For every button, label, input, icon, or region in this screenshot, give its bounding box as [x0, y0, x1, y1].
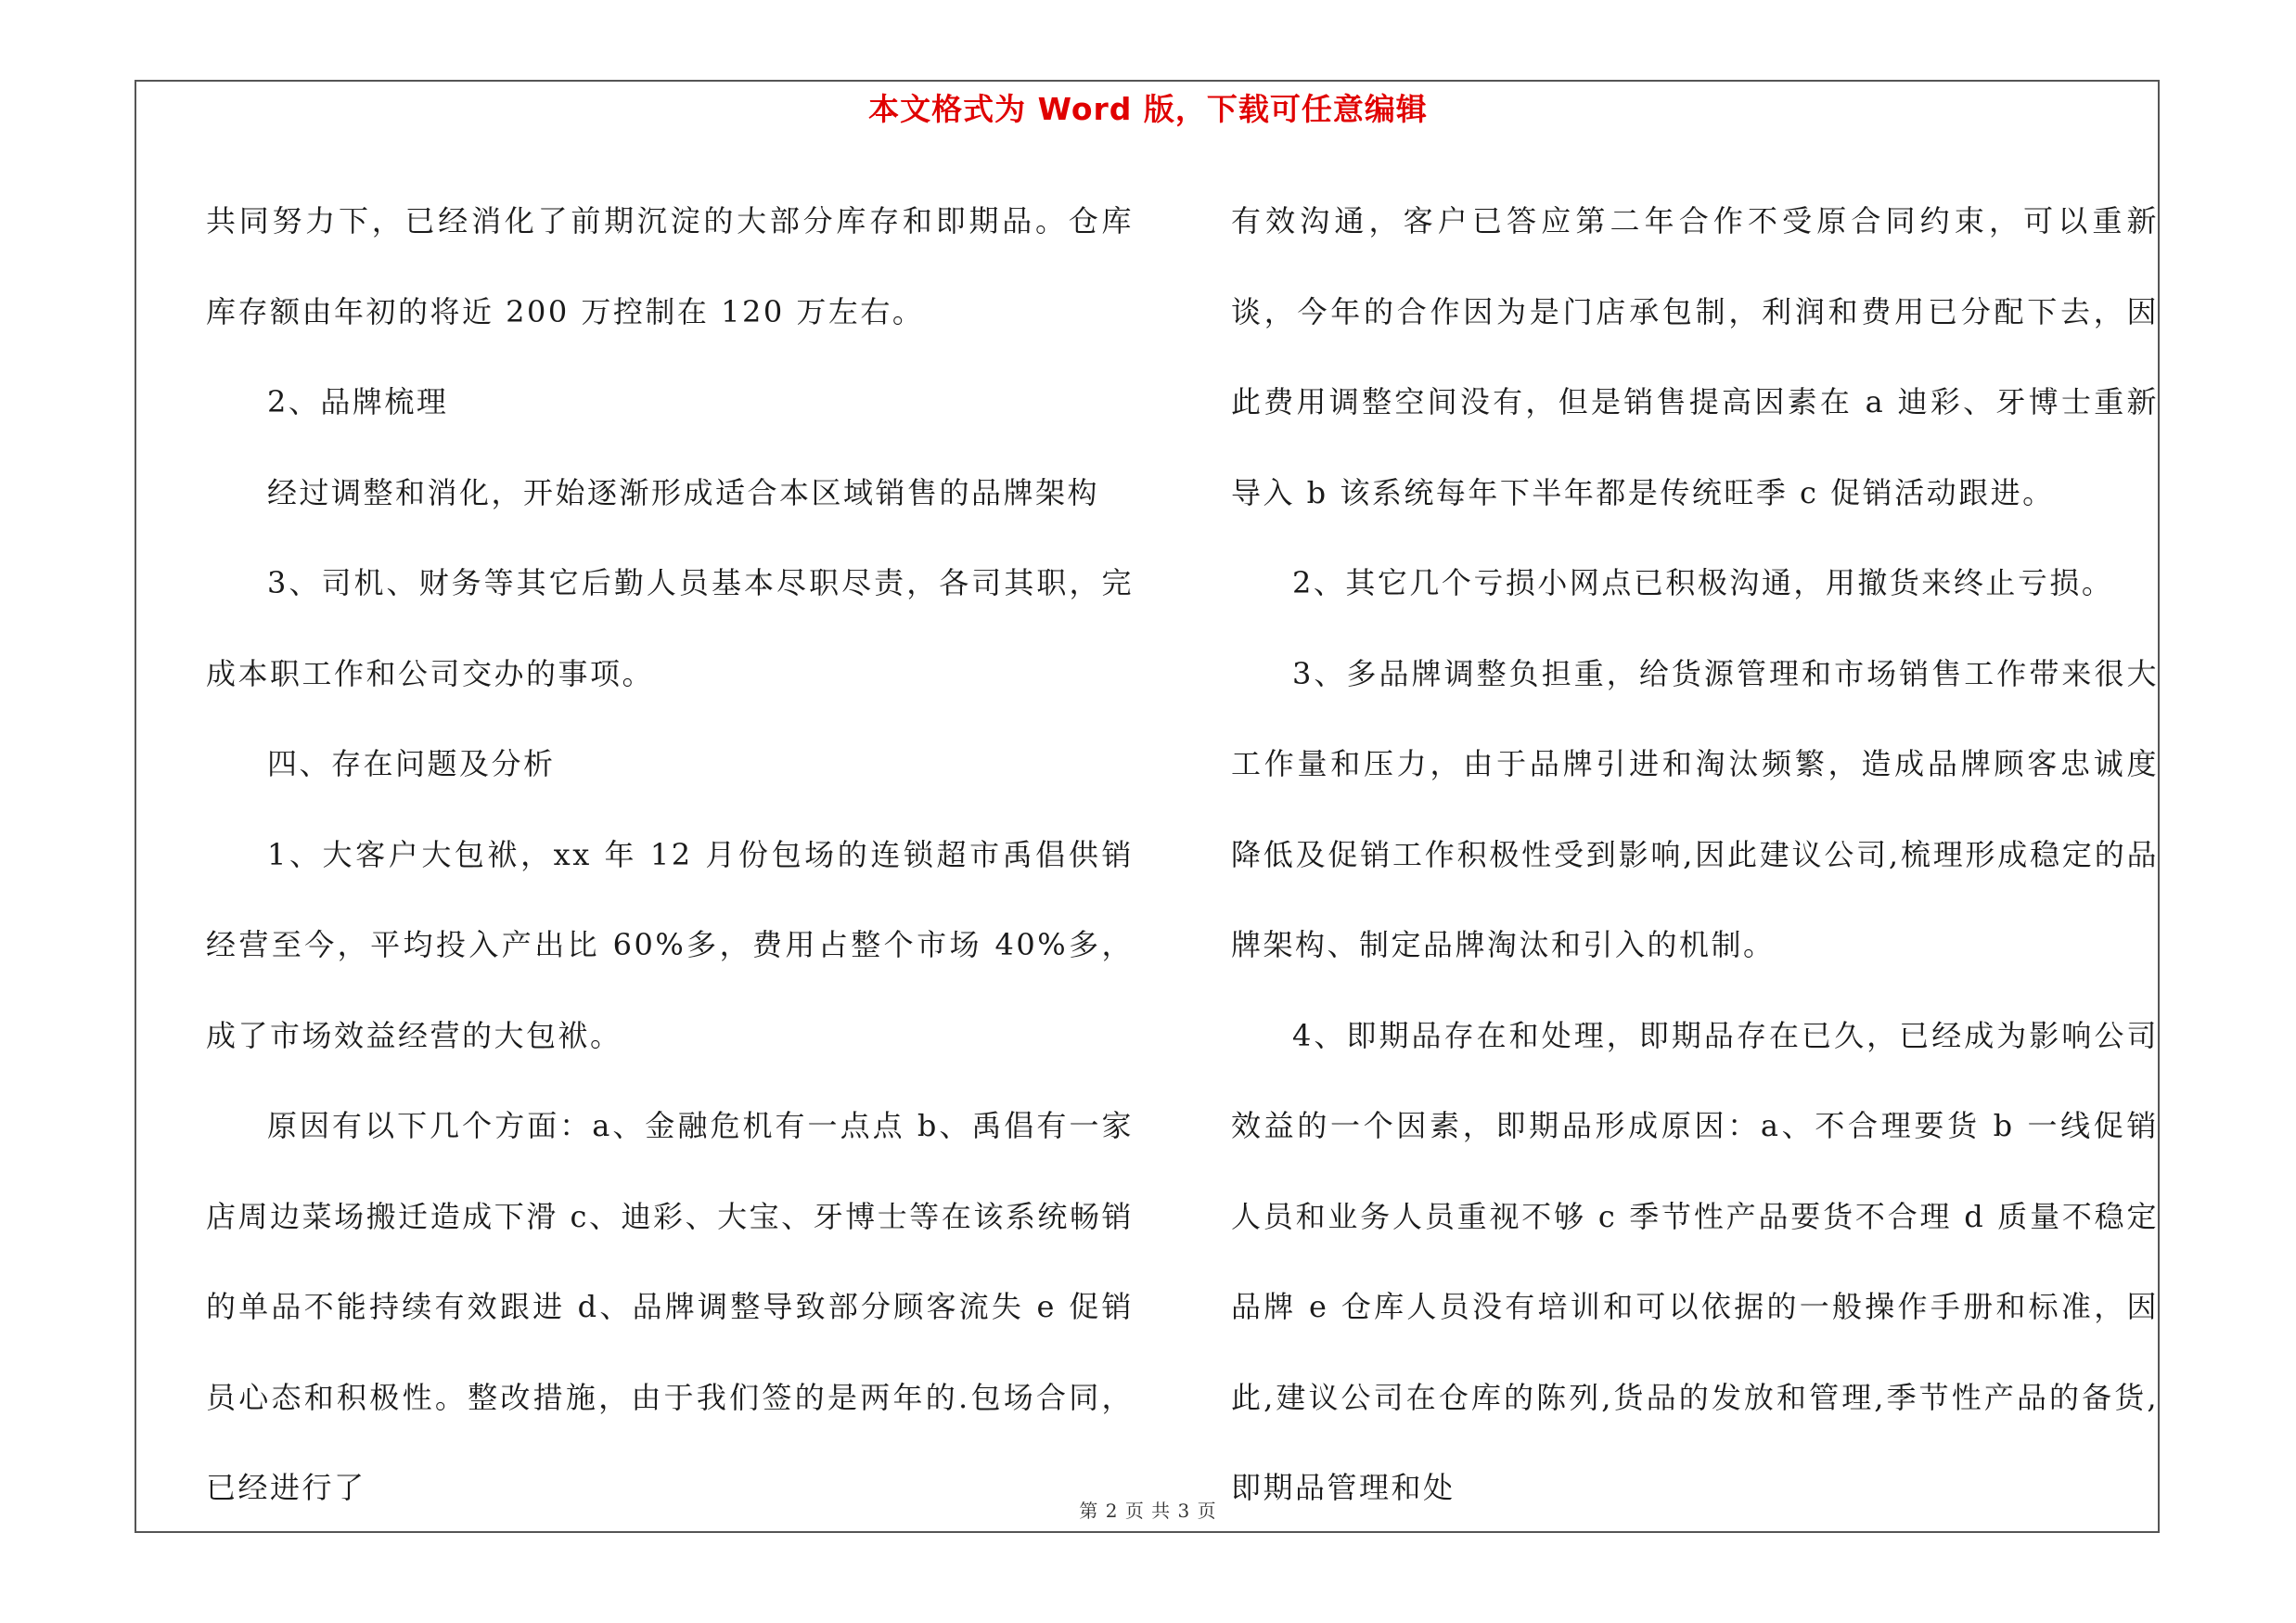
left-paragraph-2: 2、品牌梳理: [267, 384, 449, 419]
page-number-footer: 第 2 页 共 3 页: [1079, 1500, 1217, 1522]
left-paragraph-1: 共同努力下，已经消化了前期沉淀的大部分库存和即期品。仓库库存额由年初的将近 200 万控制在 120 万左右。: [206, 203, 1134, 329]
left-paragraph-4: 3、司机、财务等其它后勤人员基本尽职尽责，各司其职，完成本职工作和公司交办的事项。: [206, 565, 1134, 691]
right-paragraph-2: 2、其它几个亏损小网点已积极沟通，用撤货来终止亏损。: [1292, 565, 2114, 600]
right-paragraph-1: 有效沟通，客户已答应第二年合作不受原合同约束，可以重新谈，今年的合作因为是门店承包制，利润和费用已分配下去，因此费用调整空间没有，但是销售提高因素在 a 迪彩、牙博士重新导入 b 该系统每年下半年都是传统旺季 c 促销活动跟进。: [1231, 203, 2159, 510]
left-paragraph-7: 原因有以下几个方面：a、金融危机有一点点 b、禹倡有一家店周边菜场搬迁造成下滑 c、迪彩、大宝、牙博士等在该系统畅销的单品不能持续有效跟进 d、品牌调整导致部分顾客流失 e 促销员心态和积极性。整改措施，由于我们签的是两年的.包场合同，已经进行了: [206, 1108, 1134, 1505]
left-paragraph-3: 经过调整和消化，开始逐渐形成适合本区域销售的品牌架构: [267, 474, 1100, 510]
right-paragraph-3: 3、多品牌调整负担重，给货源管理和市场销售工作带来很大工作量和压力，由于品牌引进和淘汰频繁，造成品牌顾客忠诚度降低及促销工作积极性受到影响,因此建议公司,梳理形成稳定的品牌架构、制定品牌淘汰和引入的机制。: [1231, 655, 2159, 962]
right-paragraph-4: 4、即期品存在和处理，即期品存在已久，已经成为影响公司效益的一个因素，即期品形成原因：a、不合理要货 b 一线促销人员和业务人员重视不够 c 季节性产品要货不合理 d 质量不稳定品牌 e 仓库人员没有培训和可以依据的一般操作手册和标准，因此,建议公司在仓库的陈列,货品的发放和管理,季节性产品的备货,即期品管理和处: [1231, 1017, 2159, 1505]
left-paragraph-5: 四、存在问题及分析: [267, 746, 556, 781]
right-text-column: [1231, 176, 2159, 1534]
left-paragraph-6: 1、大客户大包袱，xx 年 12 月份包场的连锁超市禹倡供销经营至今，平均投入产出比 60%多，费用占整个市场 40%多，成了市场效益经营的大包袱。: [206, 836, 1134, 1053]
left-text-column: [206, 176, 1134, 1534]
format-banner: 本文格式为 Word 版，下载可任意编辑: [868, 91, 1428, 127]
